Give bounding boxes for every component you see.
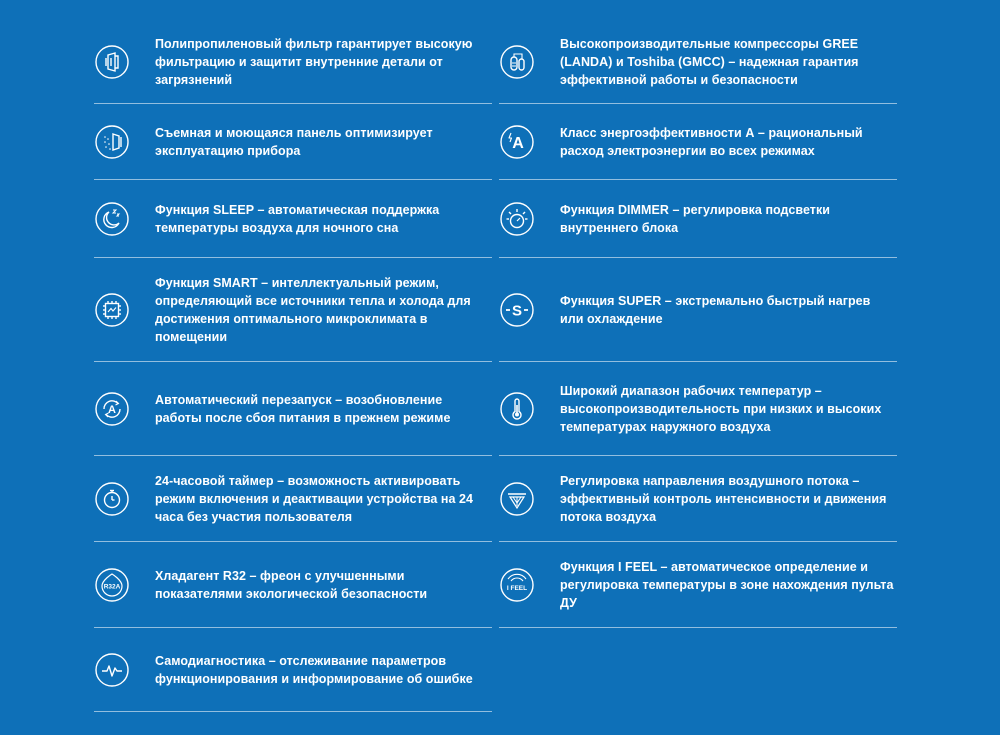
feature-compressor (499, 20, 897, 104)
auto-restart-icon (95, 392, 129, 426)
feature-text: Регулировка направления воздушного потока – эффективный контроль интенсивности и движения потока воздуха (560, 473, 887, 524)
svg-text:I FEEL: I FEEL (506, 584, 528, 592)
feature-text: Широкий диапазон рабочих температур – высокопроизводительность при низких и высоких температурах наружного воздуха (560, 383, 882, 434)
self-diagnosis-icon (95, 653, 129, 687)
svg-text:S: S (511, 302, 523, 319)
svg-text:A: A (108, 403, 116, 416)
dimmer-icon (500, 202, 534, 236)
feature-text: Функция SMART – интеллектуальный режим, определяющий все источники тепла и холода для достижения оптимального микроклимата в помещении (155, 275, 471, 344)
filter-icon (95, 45, 129, 79)
feature-text: Съемная и моющаяся панель оптимизирует эксплуатацию прибора (155, 125, 433, 158)
feature-text: Высокопроизводительные компрессоры GREE (LANDA) и Toshiba (GMCC) – надежная гарантия эффективной работы и безопасности (560, 36, 859, 87)
feature-text: Хладагент R32 – фреон с улучшенными показателями экологической безопасности (155, 568, 428, 601)
svg-text:R32A: R32A (103, 583, 121, 590)
refrigerant-r32-icon (95, 568, 129, 602)
feature-dimmer (499, 180, 897, 258)
smart-chip-icon (95, 293, 129, 327)
timer-icon (95, 482, 129, 516)
feature-text: Полипропиленовый фильтр гарантирует высокую фильтрацию и защитит внутренние детали от загрязнений (155, 36, 473, 87)
feature-auto-restart (94, 362, 492, 456)
energy-class-icon (500, 125, 534, 159)
feature-energy-class (499, 104, 897, 180)
compressor-icon (500, 45, 534, 79)
airflow-direction-icon (500, 482, 534, 516)
thermometer-icon (500, 392, 534, 426)
i-feel-icon (500, 568, 534, 602)
features-right-column (499, 20, 897, 628)
svg-text:A: A (512, 134, 524, 152)
feature-smart (94, 258, 492, 362)
feature-washable-panel (94, 104, 492, 180)
feature-text: Функция SLEEP – автоматическая поддержка температуры воздуха для ночного сна (155, 202, 440, 235)
feature-text: Класс энергоэффективности А – рациональный расход электроэнергии во всех режимах (560, 125, 863, 158)
feature-temperature-range (499, 362, 897, 456)
feature-sleep (94, 180, 492, 258)
super-mode-icon (500, 293, 534, 327)
feature-text: 24-часовой таймер – возможность активировать режим включения и деактивации устройства на 24 часа без участия пользователя (155, 473, 474, 524)
feature-text: Функция I FEEL – автоматическое определение и регулировка температуры в зоне нахождения пульта ДУ (560, 559, 894, 610)
feature-text: Автоматический перезапуск – возобновление работы после сбоя питания в прежнем режиме (155, 392, 451, 425)
feature-airflow (499, 456, 897, 542)
washable-panel-icon (95, 125, 129, 159)
feature-i-feel (499, 542, 897, 628)
feature-text: Самодиагностика – отслеживание параметров функционирования и информирование об ошибке (155, 653, 473, 686)
feature-filter (94, 20, 492, 104)
feature-super (499, 258, 897, 362)
sleep-icon (95, 202, 129, 236)
feature-text: Функция DIMMER – регулировка подсветки внутреннего блока (560, 202, 831, 235)
features-left-column (94, 20, 492, 712)
feature-refrigerant (94, 542, 492, 628)
feature-self-diagnosis (94, 628, 492, 712)
feature-timer (94, 456, 492, 542)
feature-text: Функция SUPER – экстремально быстрый нагрев или охлаждение (560, 293, 871, 326)
